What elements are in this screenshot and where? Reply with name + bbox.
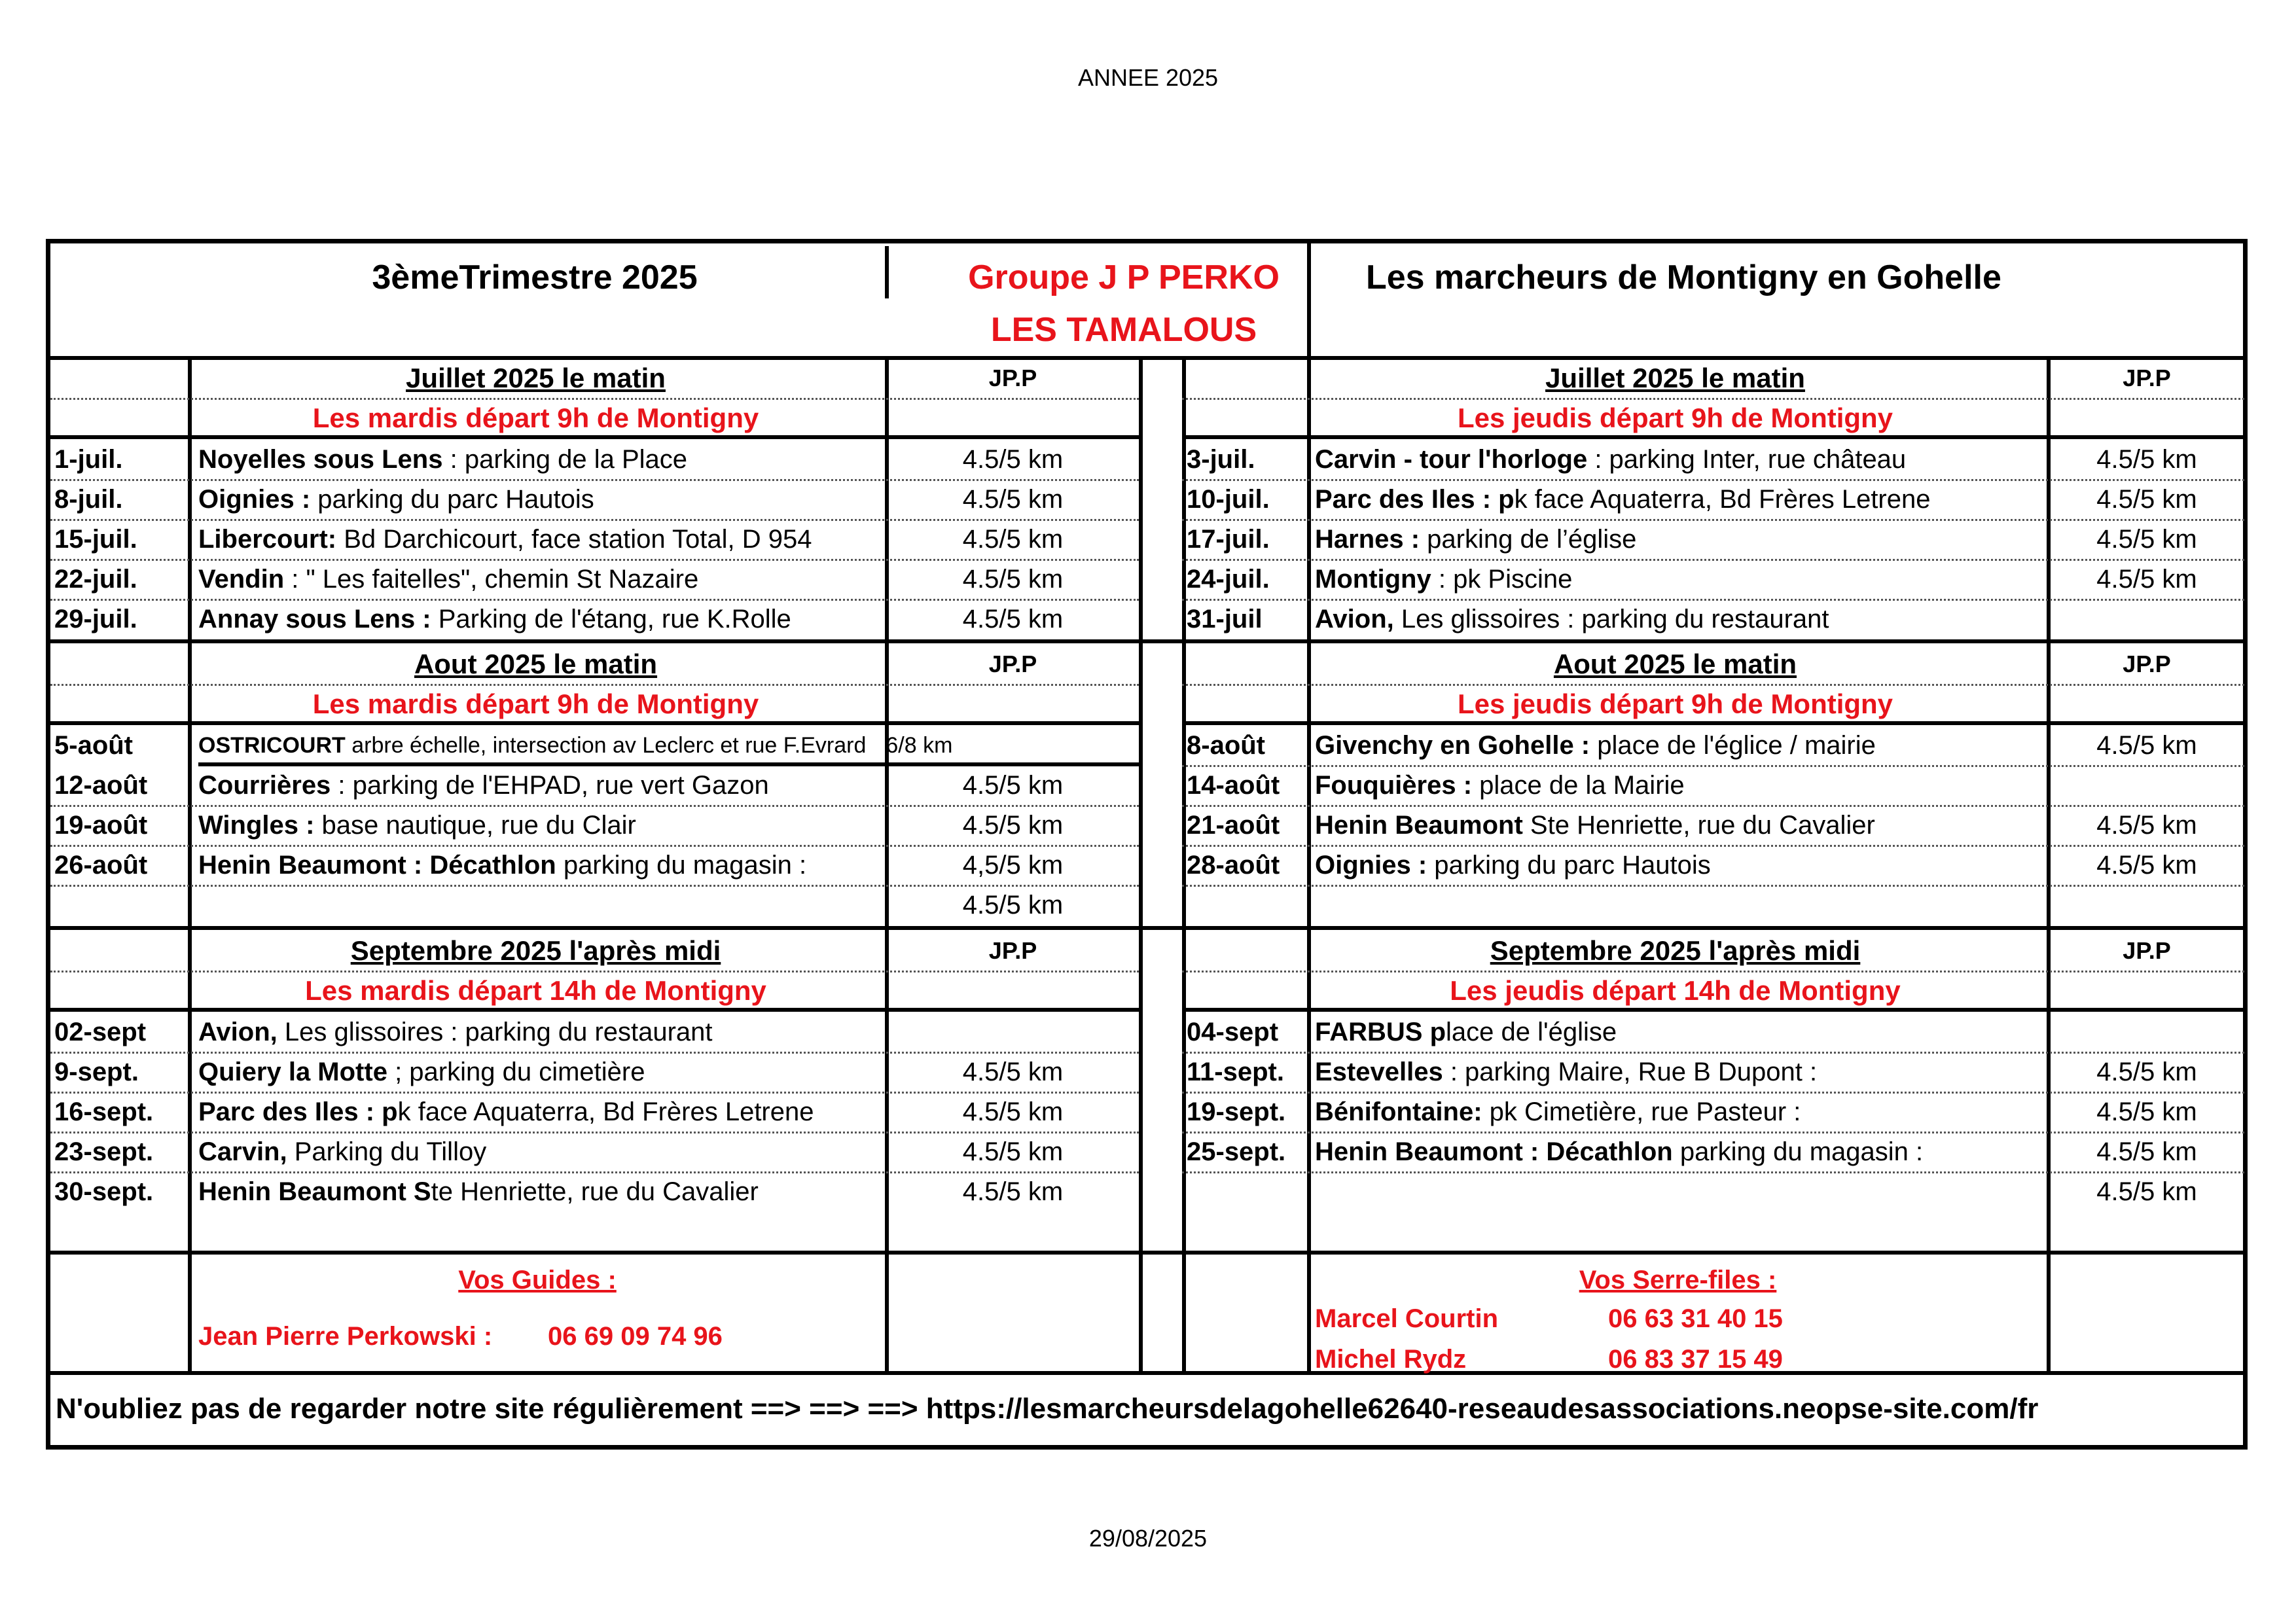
- date-cell: 9-sept.: [54, 1058, 139, 1086]
- distance-cell: 6/8 km: [886, 733, 953, 758]
- distance-cell: 4.5/5 km: [962, 771, 1064, 800]
- date-cell: 10-juil.: [1187, 485, 1270, 514]
- row-rule: [1182, 435, 2244, 439]
- date-cell: 16-sept.: [54, 1097, 154, 1126]
- date-cell: 28-août: [1187, 851, 1280, 880]
- serrefile-phone: 06 83 37 15 49: [1608, 1345, 1783, 1374]
- walk-location: [198, 1093, 814, 1131]
- guide-phone: 06 69 09 74 96: [548, 1322, 723, 1351]
- place-name: Carvin,: [198, 1137, 287, 1166]
- trimestre-title: 3èmeTrimestre 2025: [372, 259, 698, 296]
- distance-cell: 4.5/5 km: [2096, 1137, 2197, 1166]
- place-name: Oignies :: [198, 485, 311, 514]
- page-header: ANNEE 2025: [1077, 64, 1219, 91]
- col-right-date: [1307, 356, 1311, 1373]
- place-detail: Ste Henriette, rue du Cavalier: [1522, 811, 1875, 840]
- title-divider-right: [1307, 243, 1311, 360]
- place-detail: base nautique, rue du Clair: [314, 811, 636, 840]
- place-name: Courrières: [198, 771, 331, 800]
- place-name: Avion,: [198, 1018, 278, 1046]
- date-cell: 17-juil.: [1187, 525, 1270, 554]
- date-cell: 24-juil.: [1187, 565, 1270, 594]
- place-name: Noyelles sous Lens: [198, 445, 443, 474]
- walk-location: [198, 1133, 486, 1171]
- place-detail: : parking de la Place: [442, 445, 688, 474]
- date-cell: 19-août: [54, 811, 148, 840]
- place-name: Henin Beaumont : Décathlon: [1315, 1137, 1673, 1166]
- distance-cell: 4.5/5 km: [2096, 811, 2197, 840]
- place-name: Givenchy en Gohelle :: [1315, 731, 1590, 760]
- month-heading: Aout 2025 le matin: [1553, 649, 1797, 679]
- place-name: Fouquières :: [1315, 771, 1473, 800]
- walk-location: [198, 1053, 645, 1091]
- row-rule: [50, 1008, 1139, 1012]
- place-name: Harnes :: [1315, 525, 1420, 554]
- walk-location: [198, 520, 812, 558]
- distance-cell: 4.5/5 km: [962, 605, 1064, 633]
- departure-info: Les jeudis départ 9h de Montigny: [1457, 402, 1893, 433]
- departure-info: Les jeudis départ 14h de Montigny: [1450, 975, 1901, 1006]
- date-cell: 11-sept.: [1187, 1058, 1284, 1086]
- place-name: Parc des Iles : p: [1315, 485, 1515, 514]
- place-detail: place de la Mairie: [1472, 771, 1685, 800]
- club-name: Les marcheurs de Montigny en Gohelle: [1366, 259, 2001, 296]
- distance-cell: 4.5/5 km: [2096, 525, 2197, 554]
- walk-location: [198, 440, 687, 478]
- walk-location: [198, 560, 698, 598]
- distance-cell: 4.5/5 km: [2096, 445, 2197, 474]
- date-cell: 8-août: [1187, 731, 1265, 760]
- date-cell: 15-juil.: [54, 525, 137, 554]
- place-detail: Parking de l'étang, rue K.Rolle: [431, 605, 791, 633]
- jpp-label: JP.P: [988, 365, 1037, 391]
- serrefiles-title: Vos Serre-files :: [1579, 1266, 1777, 1294]
- month-heading: Juillet 2025 le matin: [406, 363, 666, 393]
- rule-contacts: [50, 1251, 2244, 1255]
- date-cell: 1-juil.: [54, 445, 123, 474]
- date-cell: 21-août: [1187, 811, 1280, 840]
- distance-cell: 4.5/5 km: [962, 891, 1064, 919]
- place-detail: parking du magasin :: [556, 851, 807, 880]
- col-gutter-left: [1139, 356, 1143, 1373]
- jpp-label: JP.P: [988, 651, 1037, 677]
- departure-info: Les mardis départ 14h de Montigny: [305, 975, 766, 1006]
- date-cell: 3-juil.: [1187, 445, 1255, 474]
- walk-location: [1315, 1053, 1817, 1091]
- distance-cell: 4.5/5 km: [2096, 851, 2197, 880]
- place-detail: Les glissoires : parking du restaurant: [1393, 605, 1829, 633]
- date-cell: 19-sept.: [1187, 1097, 1286, 1126]
- place-name: Parc des Iles : p: [198, 1097, 398, 1126]
- walk-location: [1315, 560, 1572, 598]
- walk-location: [1315, 520, 1636, 558]
- place-name: Libercourt:: [198, 525, 337, 554]
- row-rule: [1182, 1008, 2244, 1012]
- rule-august: [50, 639, 2244, 643]
- row-rule: [1182, 721, 2244, 725]
- row-divider: [1182, 885, 2244, 887]
- place-detail: pk Cimetière, rue Pasteur :: [1482, 1097, 1801, 1126]
- month-heading: Septembre 2025 l'après midi: [1490, 935, 1861, 966]
- jpp-label: JP.P: [2123, 365, 2171, 391]
- walk-location: [1315, 1133, 1923, 1171]
- place-detail: ; parking du cimetière: [387, 1058, 645, 1086]
- date-cell: 22-juil.: [54, 565, 137, 594]
- guide-name: Jean Pierre Perkowski :: [198, 1322, 493, 1351]
- walk-location: [1315, 806, 1875, 844]
- place-name: Annay sous Lens :: [198, 605, 431, 633]
- place-name: Avion,: [1315, 605, 1394, 633]
- serrefile-name: Marcel Courtin: [1315, 1304, 1499, 1333]
- place-detail: k face Aquaterra, Bd Frères Letrene: [1514, 485, 1931, 514]
- walk-location: [1315, 600, 1829, 638]
- place-detail: parking du parc Hautois: [1427, 851, 1711, 880]
- date-cell: 26-août: [54, 851, 148, 880]
- place-name: Bénifontaine:: [1315, 1097, 1482, 1126]
- distance-cell: 4.5/5 km: [962, 445, 1064, 474]
- departure-info: Les mardis départ 9h de Montigny: [312, 402, 759, 433]
- walk-location: [198, 480, 594, 518]
- place-name: Henin Beaumont: [1315, 811, 1523, 840]
- place-detail: : " Les faitelles", chemin St Nazaire: [284, 565, 699, 594]
- date-cell: 23-sept.: [54, 1137, 154, 1166]
- row-rule: [50, 721, 1139, 725]
- walk-location: [1315, 440, 1906, 478]
- distance-cell: 4.5/5 km: [962, 1177, 1064, 1206]
- place-name: Quiery la Motte: [198, 1058, 387, 1086]
- place-name: Vendin: [198, 565, 285, 594]
- place-name: Henin Beaumont S: [198, 1177, 431, 1206]
- place-detail: place de l'églice / mairie: [1590, 731, 1876, 760]
- walk-location: [1315, 846, 1711, 884]
- place-detail: parking du parc Hautois: [310, 485, 594, 514]
- date-cell: 5-août: [54, 731, 133, 760]
- date-cell: 25-sept.: [1187, 1137, 1286, 1166]
- place-detail: Parking du Tilloy: [287, 1137, 487, 1166]
- distance-cell: 4.5/5 km: [962, 565, 1064, 594]
- departure-info: Les jeudis départ 9h de Montigny: [1457, 688, 1893, 719]
- group-name: Groupe J P PERKO: [968, 259, 1280, 296]
- distance-cell: 4,5/5 km: [962, 851, 1064, 880]
- walk-location: [1315, 726, 1876, 764]
- walk-location: [198, 806, 636, 844]
- walk-location: [1315, 1093, 1801, 1131]
- place-detail: arbre échelle, intersection av Leclerc et rue F.Evrard: [345, 733, 867, 758]
- date-cell: 14-août: [1187, 771, 1280, 800]
- distance-cell: 4.5/5 km: [2096, 1177, 2197, 1206]
- col-left-date: [188, 356, 192, 1373]
- rule-september: [50, 926, 2244, 930]
- group-subname: LES TAMALOUS: [990, 311, 1257, 349]
- guides-title: Vos Guides :: [458, 1266, 617, 1294]
- distance-cell: 4.5/5 km: [962, 485, 1064, 514]
- month-heading: Aout 2025 le matin: [414, 649, 658, 679]
- distance-cell: 4.5/5 km: [962, 1137, 1064, 1166]
- distance-cell: 4.5/5 km: [2096, 485, 2197, 514]
- date-cell: 31-juil: [1187, 605, 1263, 633]
- place-detail: lace de l'église: [1446, 1018, 1617, 1046]
- row-rule: [50, 435, 1139, 439]
- serrefile-phone: 06 63 31 40 15: [1608, 1304, 1783, 1333]
- col-gutter-right: [1182, 356, 1186, 1373]
- place-name: FARBUS p: [1315, 1018, 1446, 1046]
- jpp-label: JP.P: [2123, 651, 2171, 677]
- walk-location: [198, 766, 769, 804]
- place-name: Estevelles: [1315, 1058, 1443, 1086]
- place-name: OSTRICOURT: [198, 733, 346, 758]
- date-cell: 12-août: [54, 771, 148, 800]
- walk-location: [1315, 480, 1931, 518]
- website-reminder[interactable]: N'oubliez pas de regarder notre site régulièrement ==> ==> ==> https://lesmarcheursdelagohelle62640-reseaudesassociations.neopse-site.com/fr: [56, 1393, 2039, 1425]
- place-detail: parking de l’église: [1420, 525, 1637, 554]
- month-heading: Juillet 2025 le matin: [1545, 363, 1805, 393]
- walk-location: [198, 1013, 713, 1051]
- serrefile-name: Michel Rydz: [1315, 1345, 1467, 1374]
- walk-location: [198, 726, 952, 764]
- jpp-label: JP.P: [988, 937, 1037, 964]
- distance-cell: 4.5/5 km: [962, 1097, 1064, 1126]
- distance-cell: 4.5/5 km: [2096, 1097, 2197, 1126]
- place-name: Henin Beaumont : Décathlon: [198, 851, 556, 880]
- walk-location: [198, 846, 806, 884]
- date-cell: 02-sept: [54, 1018, 147, 1046]
- distance-cell: 4.5/5 km: [962, 525, 1064, 554]
- date-cell: 29-juil.: [54, 605, 137, 633]
- place-name: Oignies :: [1315, 851, 1427, 880]
- departure-info: Les mardis départ 9h de Montigny: [312, 688, 759, 719]
- walk-location: [1315, 1013, 1617, 1051]
- distance-cell: 4.5/5 km: [2096, 565, 2197, 594]
- place-name: Carvin - tour l'horloge: [1315, 445, 1588, 474]
- place-detail: : parking de l'EHPAD, rue vert Gazon: [331, 771, 769, 800]
- page-footer: 29/08/2025: [1088, 1525, 1208, 1552]
- place-detail: Les glissoires : parking du restaurant: [277, 1018, 713, 1046]
- place-detail: : parking Inter, rue château: [1587, 445, 1907, 474]
- place-detail: te Henriette, rue du Cavalier: [431, 1177, 759, 1206]
- jpp-label: JP.P: [2123, 937, 2171, 964]
- distance-cell: 4.5/5 km: [2096, 1058, 2197, 1086]
- month-heading: Septembre 2025 l'après midi: [350, 935, 721, 966]
- distance-cell: 4.5/5 km: [962, 811, 1064, 840]
- place-detail: : parking Maire, Rue B Dupont :: [1443, 1058, 1818, 1086]
- distance-cell: 4.5/5 km: [2096, 731, 2197, 760]
- date-cell: 30-sept.: [54, 1177, 154, 1206]
- place-name: Wingles :: [198, 811, 315, 840]
- distance-cell: 4.5/5 km: [962, 1058, 1064, 1086]
- walk-location: [198, 600, 791, 638]
- place-detail: Bd Darchicourt, face station Total, D 954: [336, 525, 812, 554]
- place-name: Montigny: [1315, 565, 1431, 594]
- schedule-table: [46, 239, 2248, 1450]
- place-detail: : pk Piscine: [1431, 565, 1573, 594]
- walk-location: [198, 1173, 759, 1211]
- place-detail: parking du magasin :: [1672, 1137, 1924, 1166]
- place-detail: k face Aquaterra, Bd Frères Letrene: [397, 1097, 814, 1126]
- rule-website: [50, 1371, 2244, 1375]
- walk-location: [1315, 766, 1685, 804]
- date-cell: 8-juil.: [54, 485, 123, 514]
- date-cell: 04-sept: [1187, 1018, 1279, 1046]
